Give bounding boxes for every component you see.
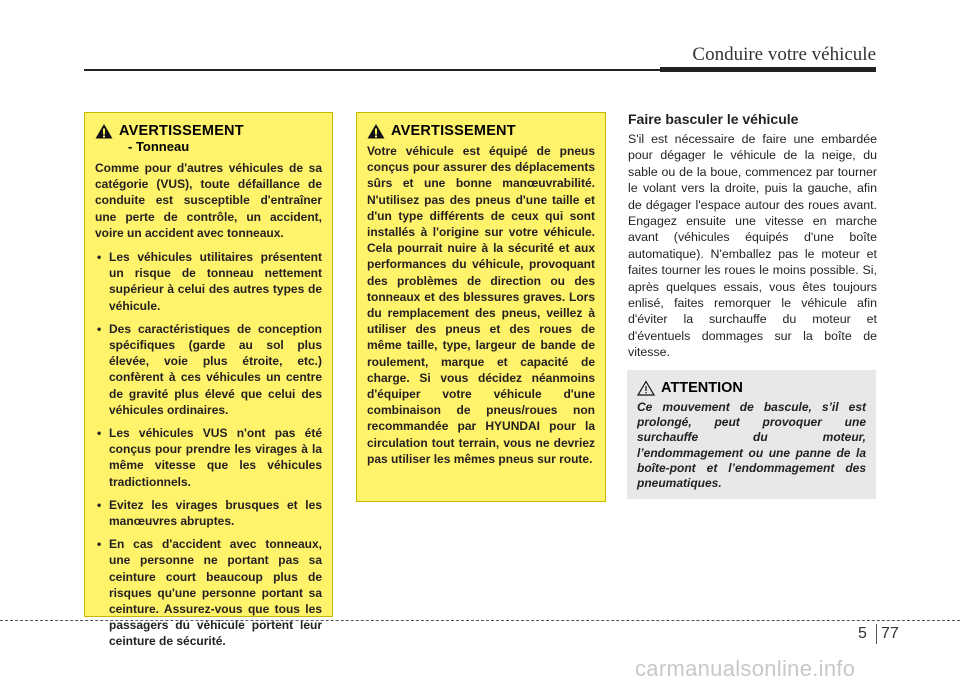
warning-triangle-icon (367, 123, 385, 139)
warning-bullet-list (95, 249, 322, 650)
attention-box (627, 370, 876, 499)
bullet-item: • En cas d'accident avec tonneaux, une personne ne portant pas sa ceinture court beaucoup plus de risques qu'une personne portant sa ceinture. Assurez-vous que tous les passagers du véhicule portent leur ceinture de sécurité. (95, 536, 322, 649)
section-title: Faire basculer le véhicule (628, 111, 799, 127)
header-title: Conduire votre véhicule (692, 44, 876, 65)
attention-header (637, 380, 866, 396)
header-rule-accent (660, 67, 876, 72)
warning-header (367, 123, 595, 139)
section-body: S'il est nécessaire de faire une embardée pour dégager le véhicule de la neige, du sable ou de la boue, commencez par tourner le volant vers la droite, puis la gauche, afin de dégager l'espace autour des roues avant. Engagez ensuite une vitesse en marche avant (véhicules équipés d'une boîte automatique). N'emballez pas le moteur et faites tourner les roues le moins possible. Si, après quelques essais, vous êtes toujours enlisé, faites remorquer le véhicule afin d'éviter la surchauffe du moteur et d'éventuels dommages sur la boîte de vitesse. (628, 132, 877, 360)
warning-header (95, 123, 322, 139)
warning-subtitle: - Tonneau (128, 139, 190, 154)
bullet-item: • Les véhicules utilitaires présentent un risque de tonneau nettement supérieur à celui des autres types de véhicule. (95, 249, 322, 314)
caution-triangle-outline-icon (637, 380, 655, 396)
chapter-number: 5 (858, 625, 867, 642)
bullet-item: • Des caractéristiques de conception spécifiques (garde au sol plus élevée, voie plus étroite, etc.) confèrent à ces véhicules un centre de gravité plus élevé que celui des véhicules ordinaires. (95, 321, 322, 418)
bullet-item: • Les véhicules VUS n'ont pas été conçus pour prendre les virages à la même vitesse que les véhicules tradictionnels. (95, 425, 322, 490)
bullet-item: • Evitez les virages brusques et les manœuvres abruptes. (95, 497, 322, 529)
attention-text: Ce mouvement de bascule, s’il est prolongé, peut provoquer une surchauffe du moteur, l’endommagement ou une panne de la boîte-pont et l’endommagement des pneumatiques. (637, 400, 866, 491)
warning-intro: Comme pour d'autres véhicules de sa catégorie (VUS), toute défaillance de conduite est susceptible d'entraîner une perte de contrôle, un accident, voire un accident avec tonneaux. (95, 161, 322, 240)
warning-box-rollover (84, 112, 333, 649)
warning-title: AVERTISSEMENT (119, 123, 244, 139)
page-number: 77 (881, 625, 899, 642)
warning-box-tires (356, 112, 606, 502)
footer-rule (0, 620, 960, 621)
attention-title: ATTENTION (661, 380, 743, 396)
warning-text: Votre véhicule est équipé de pneus conçus pour assurer des déplacements sûrs et une bonne manœuvrabilité. N'utilisez pas des pneus d'une taille et d'un type différents de ceux qui sont installés à l'origine sur votre véhicule. Cela pourrait nuire à la sécurité et aux performances du véhicule, provoquant des problèmes de direction ou des tonneaux et des blessures graves. Lors du remplacement des pneus, veillez à utiliser des pneus et des roues de même taille, type, largeur de bande de roulement, marque et capacité de charge. Si vous décidez néanmoins d'équiper votre véhicule d'une combinaison de pneus/roues non recommandée par HYUNDAI pour la circulation tout terrain, vous ne devriez pas utiliser les mêmes pneus sur route. (367, 144, 595, 466)
warning-triangle-icon (95, 123, 113, 139)
page-number-separator (876, 624, 877, 644)
watermark: carmanualsonline.info (635, 656, 856, 681)
warning-title: AVERTISSEMENT (391, 123, 516, 139)
